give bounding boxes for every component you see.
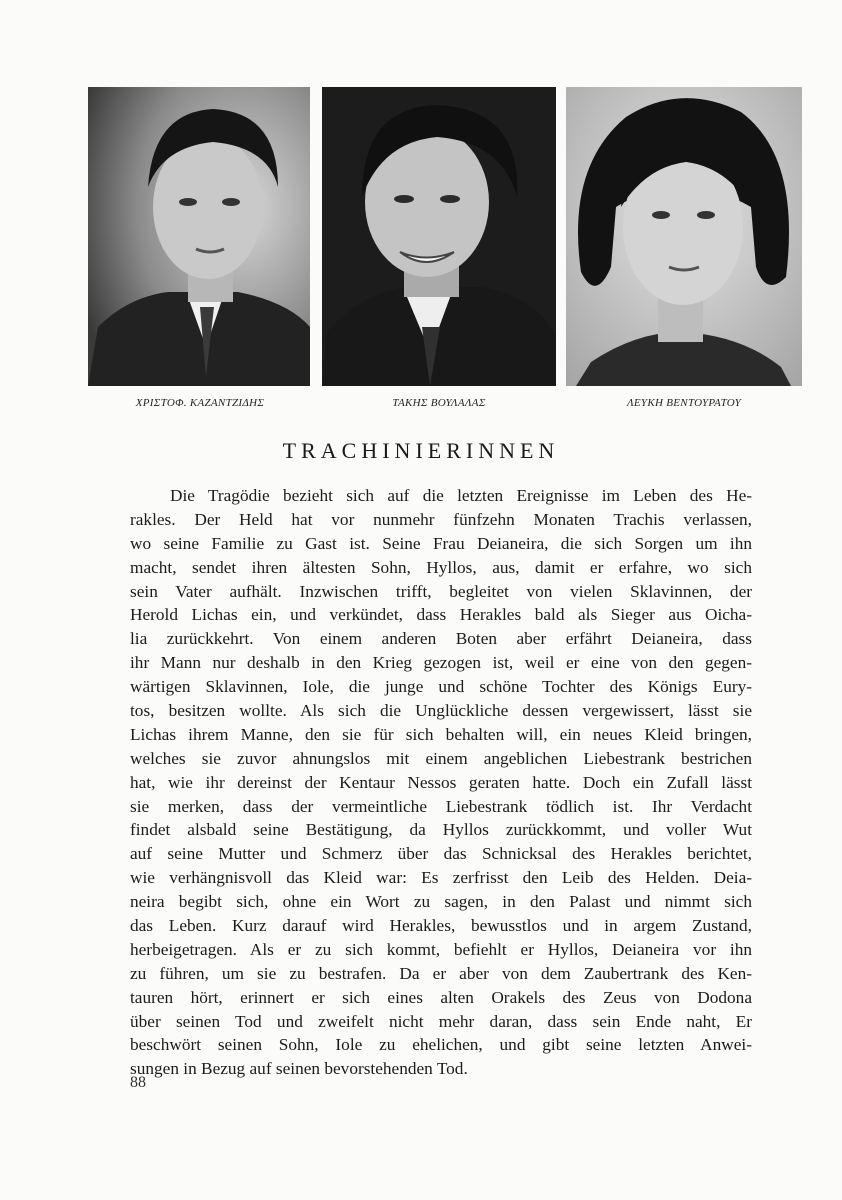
text-line: beschwört seinen Sohn, Iole zu ehelichen, und gibt seine letzten Anwei- xyxy=(130,1035,752,1055)
text-line: ihr Mann nur deshalb in den Krieg gezogen ist, weil er eine von den gegen- xyxy=(130,653,752,673)
text-line: herbeigetragen. Als er zu sich kommt, befiehlt er Hyllos, Deianeira vor ihn xyxy=(130,939,752,959)
text-line: rakles. Der Held hat vor nunmehr fünfzehn Monaten Trachis verlassen, xyxy=(130,509,752,529)
text-line: Die Tragödie bezieht sich auf die letzten Ereignisse im Leben des He- xyxy=(170,486,752,505)
text-line: findet alsbald seine Bestätigung, da Hyllos zurückkommt, und voller Wut xyxy=(130,820,752,840)
text-line: wo seine Familie zu Gast ist. Seine Frau Deianeira, die sich Sorgen um ihn xyxy=(130,533,752,553)
text-line: tos, besitzen wollte. Als sich die Unglückliche dessen vergewissert, lässt sie xyxy=(130,701,752,721)
portrait-3-image xyxy=(566,87,802,386)
page-number: 88 xyxy=(130,1074,146,1091)
portrait-photo-1 xyxy=(88,87,310,386)
text-line: lia zurückkehrt. Von einem anderen Boten aber erfährt Deianeira, dass xyxy=(130,629,752,649)
text-line: sie merken, dass der vermeintliche Liebestrank tödlich ist. Ihr Verdacht xyxy=(130,796,752,816)
text-line: wärtigen Sklavinnen, Iole, die junge und schöne Tochter des Königs Eury- xyxy=(130,677,752,697)
text-line: sungen in Bezug auf seinen bevorstehenden Tod. xyxy=(130,1059,468,1079)
text-line: das Leben. Kurz darauf wird Herakles, bewusstlos und in argem Zustand, xyxy=(130,916,752,936)
photo-caption-3: ΛΕΥΚΗ ΒΕΝΤΟΥΡΑΤΟΥ xyxy=(626,397,742,409)
text-line: wie verhängnisvoll das Kleid war: Es zerfrisst den Leib des Helden. Deia- xyxy=(130,868,752,888)
text-line: welches sie zuvor ahnungslos mit einem angeblichen Liebestrank bestrichen xyxy=(130,748,752,768)
portrait-1-image xyxy=(88,87,310,386)
portrait-2-image xyxy=(322,87,556,386)
portrait-photo-2 xyxy=(322,87,556,386)
text-line: über seinen Tod und zweifelt nicht mehr daran, dass sein Ende naht, Er xyxy=(130,1011,752,1031)
text-line: zu führen, um sie zu bestrafen. Da er aber von dem Zaubertrank des Ken- xyxy=(130,963,752,983)
text-line: hat, wie ihr dereinst der Kentaur Nessos geraten hatte. Doch ein Zufall lässt xyxy=(130,772,752,792)
text-line: Lichas ihrem Manne, den sie für sich behalten will, ein neues Kleid bringen, xyxy=(130,724,752,744)
portrait-photo-3 xyxy=(566,87,802,386)
text-line: sein Vater aufhält. Inzwischen trifft, begleitet von vielen Sklavinnen, der xyxy=(130,581,752,601)
body-paragraph xyxy=(130,484,752,1081)
text-line: tauren hört, erinnert er sich eines alten Orakels des Zeus von Dodona xyxy=(130,987,752,1007)
chapter-title: TRACHINIERINNEN xyxy=(282,438,560,463)
text-line: Herold Lichas ein, und verkündet, dass Herakles bald als Sieger aus Oicha- xyxy=(130,605,752,625)
photo-caption-1: ΧΡΙΣΤΟΦ. ΚΑΖΑΝΤΖΙΔΗΣ xyxy=(135,397,265,409)
photo-caption-2: ΤΑΚΗΣ ΒΟΥΛΑΛΑΣ xyxy=(392,397,486,409)
text-line: auf seine Mutter und Schmerz über das Schnicksal des Herakles berichtet, xyxy=(130,844,752,864)
text-line: macht, sendet ihren ältesten Sohn, Hyllos, aus, damit er erfahre, wo sich xyxy=(130,557,752,577)
text-line: neira begibt sich, ohne ein Wort zu sagen, in den Palast und nimmt sich xyxy=(130,892,752,912)
